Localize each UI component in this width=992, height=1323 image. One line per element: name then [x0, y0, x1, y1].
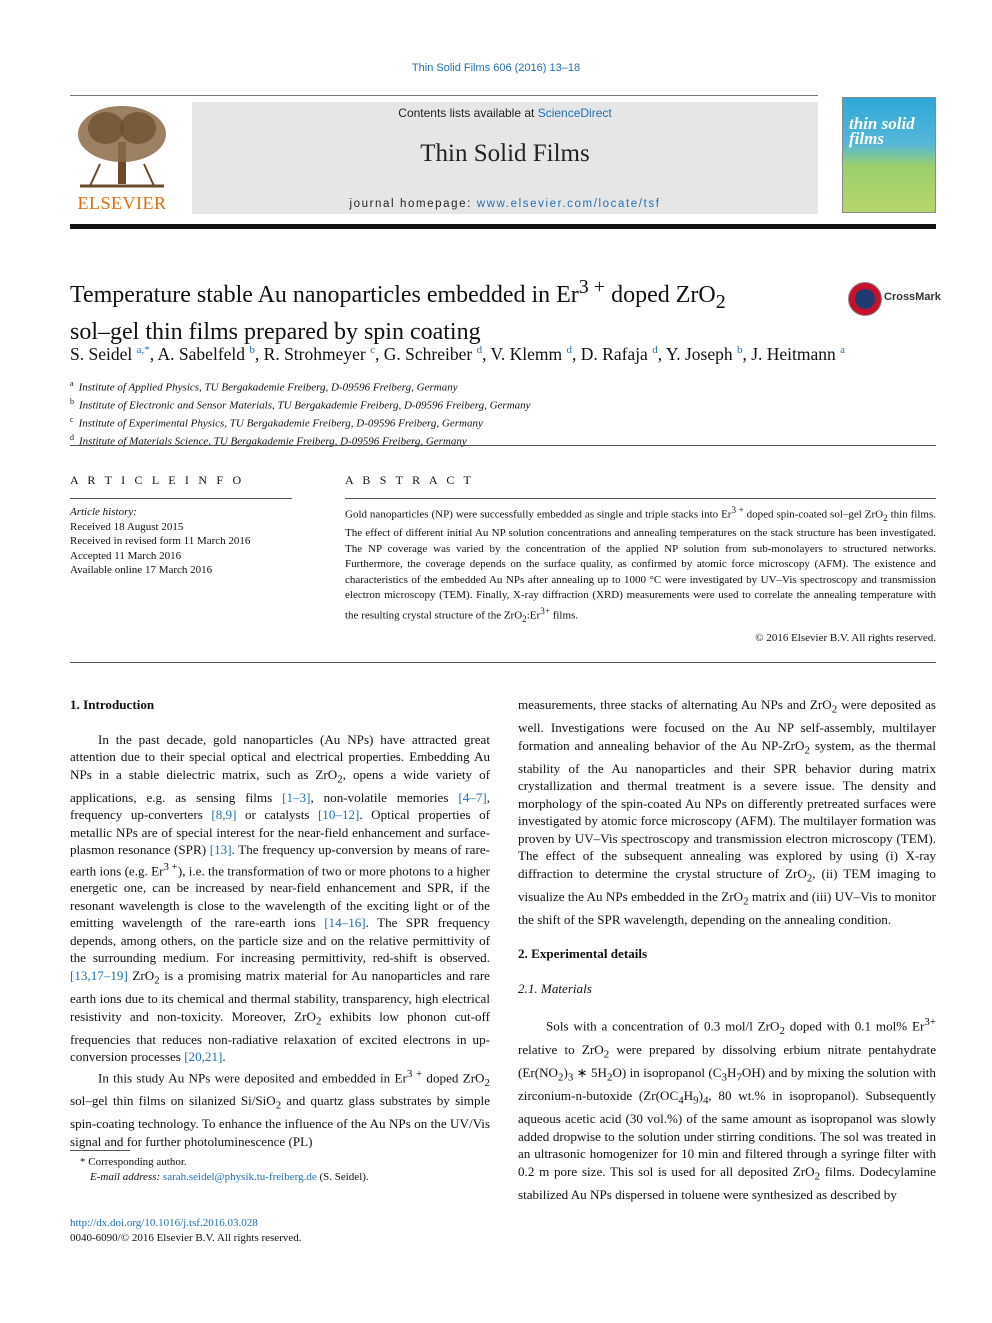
abstract-text: Gold nanoparticles (NP) were successfully embedded as single and triple stacks into $Er^{3 +}$ doped spin-coated sol–gel ZrO$_2$ thin films. The effect of different initial Au NP solution concentrations and annealing temperatures on the stack structure has been investigated. The NP coverage was varied by the concentration of the applied NP solution from sub-monolayers to structured networks. Furthermore, the coverage depends on the surface quality, as confirmed by atomic force microscopy (AFM). The existence and characteristics of the embedded Au NPs after annealing up to 1000 °C were investigated by UV–Vis spectroscopy and transmission electron microscopy (TEM). Finally, X-ray diffraction (XRD) measurements were used to correlate the annealing temperature with the resulting crystal structure of the $ZrO_2:Er^{3+}$ films. — [345, 505, 937, 624]
accepted-date: Accepted 11 March 2016 — [70, 549, 182, 562]
author[interactable]: V. Klemm $^d$ — [490, 344, 573, 364]
journal-cover[interactable] — [842, 97, 936, 213]
affiliation: $^d$ Institute of Materials Science, TU Bergakademie Freiberg, D-09596 Freiberg, Germany — [70, 433, 467, 449]
article-history — [70, 505, 250, 578]
title-part: Temperature stable Au nanoparticles embedded in Er — [70, 282, 579, 308]
body-column-left — [70, 696, 490, 1150]
homepage-label: journal homepage: — [349, 198, 477, 210]
footnote-rule — [70, 1150, 130, 1151]
author[interactable]: S. Seidel $^{a,*}$ — [70, 344, 150, 364]
crossmark-label: CrossMark — [884, 291, 941, 303]
title-part: doped ZrO — [605, 282, 716, 308]
header-thick-rule — [70, 224, 936, 229]
elsevier-logo — [70, 102, 174, 214]
divider — [70, 662, 936, 663]
citation-link[interactable]: [20,21] — [184, 1049, 223, 1065]
online-date: Available online 17 March 2016 — [70, 564, 213, 576]
journal-reference[interactable]: Thin Solid Films 606 (2016) 13–18 — [411, 62, 581, 74]
article-title — [70, 272, 810, 347]
email-link[interactable]: sarah.seidel@physik.tu-freiberg.de — [162, 1171, 317, 1183]
section-heading: 1. Introduction — [70, 697, 155, 712]
footnote — [70, 1155, 369, 1185]
homepage-link[interactable]: www.elsevier.com/locate/tsf — [476, 198, 661, 210]
citation-link[interactable]: [13] — [209, 842, 232, 858]
citation-link[interactable]: [4–7] — [458, 789, 487, 805]
doi-link[interactable]: http://dx.doi.org/10.1016/j.tsf.2016.03.028 — [70, 1217, 258, 1229]
sciencedirect-link[interactable]: ScienceDirect — [537, 106, 612, 120]
citation-link[interactable]: [8,9] — [211, 807, 237, 823]
contents-prefix: Contents lists available at — [398, 106, 538, 120]
paragraph: In this study Au NPs were deposited and embedded in $Er^{3 +}$ doped ZrO$_2$ sol–gel thin films on silanized Si/SiO$_2$ and quartz glass substrates by simple spin-coating technology. To enhance the influence of the Au NPs on the UV/Vis signal and for further photoluminescence (PL) — [70, 1067, 490, 1149]
author[interactable]: G. Schreiber $^d$ — [383, 344, 483, 364]
title-sub: 2 — [715, 290, 726, 313]
paragraph: Sols with a concentration of 0.3 mol/l ZrO$_2$ doped with 0.1 mol% $Er^{3+}$ relative to ZrO$_2$ were prepared by dissolving erbium nitrate pentahydrate ($Er(NO_2)_3$ ∗ $5H_2O$) in isopropanol $(C_3H_7OH)$ and by mixing the solution with zirconium-n-butoxide ($Zr(OC_4H_9)_4$, 80 wt.% in isopropanol). Subsequently aqueous acetic acid (30 vol.%) of the same amount as isopropanol was slowly added dropwise to the solution under stirring conditions. The sol was treated in an ultrasonic homogenizer for 10 min and filtered through a syringe filter with 0.2 m pore size. This sol is used for all deposited ZrO$_2$ films. Dodecylamine stabilized Au NPs dispersed in toluene were synthesized as described by — [518, 1016, 936, 1202]
issn-line: 0040-6090/© 2016 Elsevier B.V. All rights reserved. — [70, 1232, 302, 1244]
doi-block — [70, 1216, 302, 1246]
author[interactable]: J. Heitmann $^a$ — [751, 344, 846, 364]
title-line-2: sol–gel thin films prepared by spin coating — [70, 318, 481, 345]
contents-line — [192, 106, 818, 120]
publisher-name: ELSEVIER — [77, 193, 167, 213]
journal-name: Thin Solid Films — [420, 140, 590, 167]
abstract-heading: A B S T R A C T — [345, 473, 475, 487]
journal-masthead — [192, 102, 818, 214]
article-info-heading: A R T I C L E I N F O — [70, 473, 245, 487]
header-rule — [70, 95, 818, 96]
journal-homepage — [192, 198, 818, 210]
citation-link[interactable]: [1–3] — [282, 789, 311, 805]
affiliation-list — [70, 377, 531, 450]
subsection-heading: 2.1. Materials — [518, 980, 592, 996]
corresponding-author-note: * Corresponding author. — [80, 1156, 187, 1168]
author[interactable]: D. Rafaja $^d$ — [580, 344, 658, 364]
divider — [345, 498, 936, 499]
citation-link[interactable]: [14–16] — [324, 915, 366, 931]
citation-link[interactable]: [13,17–19] — [70, 967, 128, 983]
revised-date: Received in revised form 11 March 2016 — [70, 535, 251, 547]
title-sup: 3 + — [578, 276, 606, 298]
abstract-copyright: © 2016 Elsevier B.V. All rights reserved. — [755, 632, 936, 644]
author-list: S. Seidel $^{a,*}$, A. Sabelfeld $^b$, R. Strohmeyer $^c$, G. Schreiber $^d$, V. Klemm $^d$, D. Rafaja $^d$, Y. Joseph $^b$, J. Heitmann $^a$ — [70, 344, 846, 364]
cover-title: thin solid films — [849, 114, 915, 148]
author[interactable]: Y. Joseph $^b$ — [665, 344, 743, 364]
affiliation: $^a$ Institute of Applied Physics, TU Bergakademie Freiberg, D-09596 Freiberg, Germany — [70, 379, 458, 394]
affiliation: $^b$ Institute of Electronic and Sensor Materials, TU Bergakademie Freiberg, D-09596 Freiberg, Germany — [70, 397, 531, 412]
author[interactable]: A. Sabelfeld $^b$ — [157, 344, 255, 364]
paragraph: In the past decade, gold nanoparticles (Au NPs) have attracted great attention due to their special optical and electrical properties. Embedding Au NPs in a stable dielectric matrix, such as ZrO$_2$, opens a wide variety of applications, e.g. as sensing films [1–3], non-volatile memories [4–7], frequency up-converters [8,9] or catalysts [10–12]. Optical properties of metallic NPs are of special interest for the near-field enhancement and surface-plasmon resonance (SPR) [13]. The frequency up-conversion by means of rare-earth ions (e.g. $Er^{3 +}$), i.e. the transformation of two or more photons to a higher energetic one, can be increased by near-field enhancement and SPR, if the resonant wavelength is close to the wavelength of the exciting light or of the emitting wavelength of the rare-earth ions [14–16]. The SPR frequency depends, among others, on the particle size and on the relative permittivity of the surrounding medium. For increasing permittivity, red-shift is observed. [13,17–19] ZrO$_2$ is a promising matrix material for Au nanoparticles and rare earth ions due to its chemical and thermal stability, transparency, high electrical resistivity and non-toxicity. Moreover, ZrO$_2$ exhibits low phonon cut-off frequencies that reduces non-radiative relaxation of excited electrons in up-conversion processes [20,21]. — [70, 731, 490, 1065]
received-date: Received 18 August 2015 — [70, 520, 184, 533]
affiliation: $^c$ Institute of Experimental Physics, TU Bergakademie Freiberg, D-09596 Freiberg, Germany — [70, 415, 483, 430]
crossmark-icon — [848, 282, 882, 316]
author[interactable]: R. Strohmeyer $^c$ — [263, 344, 375, 364]
divider — [70, 498, 292, 499]
body-column-right — [518, 696, 936, 1203]
email-line: E-mail address: sarah.seidel@physik.tu-freiberg.de (S. Seidel). — [90, 1171, 369, 1183]
crossmark-button[interactable] — [848, 282, 941, 316]
divider — [70, 445, 936, 446]
citation-link[interactable]: [10–12] — [317, 807, 360, 823]
section-heading: 2. Experimental details — [518, 946, 648, 962]
tree-icon — [70, 102, 174, 192]
history-label: Article history: — [70, 506, 137, 518]
paragraph: measurements, three stacks of alternating Au NPs and ZrO$_2$ were deposited as well. Investigations were focused on the Au NP self-assembly, multilayer formation and annealing behavior of the Au NP-ZrO$_2$ system, as the thermal stability of the Au nanoparticles and their SPR behavior during matrix crystallization and thermal treatment is a severe issue. The density and morphology of the spin-coated Au NPs on differently pretreated surfaces were investigated by atomic force microscopy (AFM). The multilayer formation was proven by UV–Vis spectroscopy and transmission electron microscopy (TEM). The effect of the subsequent annealing was explored by using (i) X-ray diffraction to determine the crystal structure of ZrO$_2$, (ii) TEM imaging to visualize the Au NPs embedded in the ZrO$_2$ matrix and (iii) UV–Vis to monitor the shift of the SPR wavelength, depending on the annealing condition. — [518, 697, 936, 927]
